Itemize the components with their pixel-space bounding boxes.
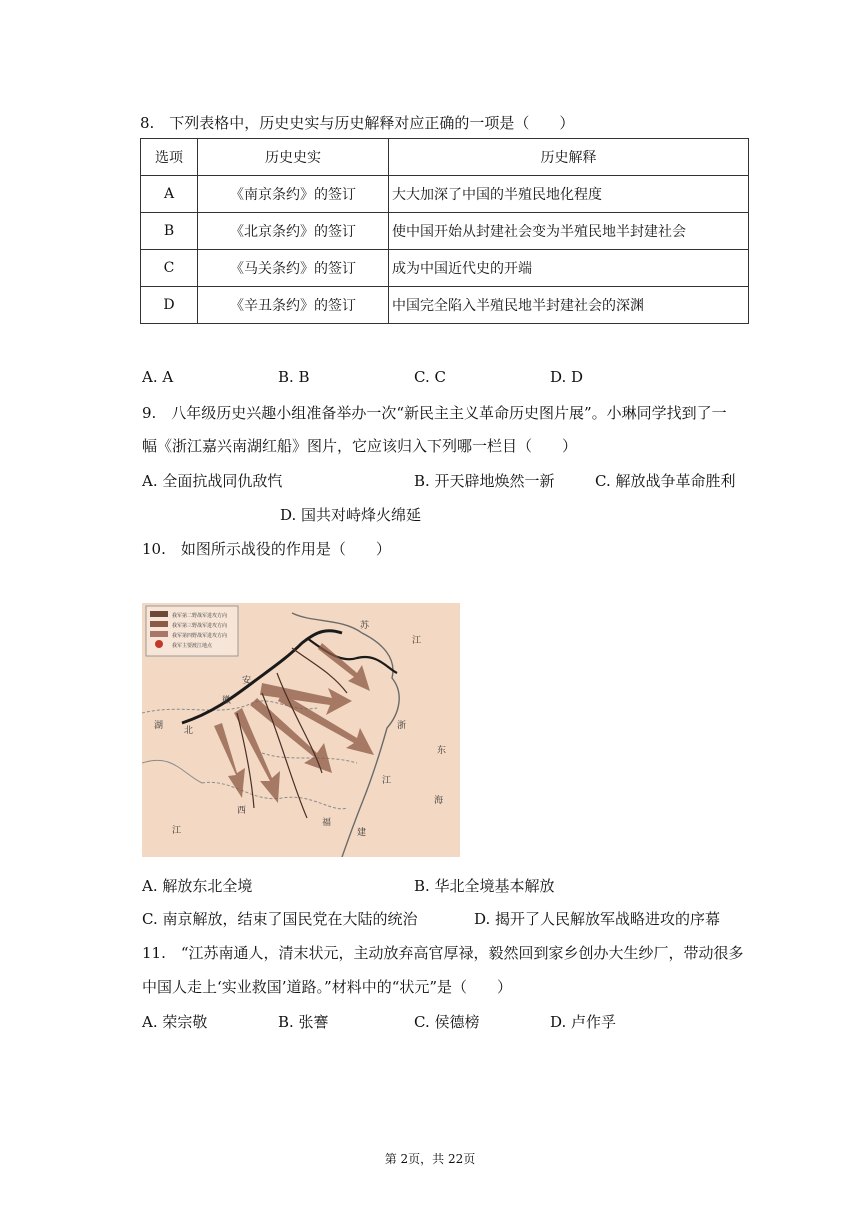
table-cell: D — [141, 287, 198, 324]
q10-option-d[interactable]: D. 揭开了人民解放军战略进攻的序幕 — [474, 910, 721, 928]
map-label: 湖 — [154, 721, 164, 731]
q8-stem: 8. 下列表格中，历史史实与历史解释对应正确的一项是（ ） — [140, 114, 575, 132]
q11-stem-line2: 中国人走上‘实业救国’道路。”材料中的“状元”是（ ） — [142, 978, 513, 996]
map-label: 福 — [322, 818, 332, 828]
legend-label: 我军主要渡江地点 — [172, 643, 213, 649]
table-cell: 《北京条约》的签订 — [198, 213, 389, 250]
map-label: 徽 — [222, 696, 232, 706]
table-cell: A — [141, 176, 198, 213]
map-label: 西 — [237, 806, 247, 816]
q10-stem: 10. 如图所示战役的作用是（ ） — [142, 540, 391, 558]
map-drawing — [142, 603, 460, 857]
legend-label: 我军第二野战军进攻方向 — [172, 613, 228, 619]
map-label: 建 — [357, 828, 367, 838]
legend-label: 我军第三野战军进攻方向 — [172, 623, 228, 629]
map-label: 江 — [172, 826, 182, 836]
table-row — [141, 250, 749, 287]
page-footer: 第 2页，共 22页 — [384, 1152, 476, 1166]
q11-stem-line1: 11. “江苏南通人，清末状元，主动放弃高官厚禄，毅然回到家乡创办大生纱厂，带动很多 — [142, 944, 744, 962]
q9-stem-line1: 9. 八年级历史兴趣小组准备举办一次“新民主主义革命历史图片展”。小琳同学找到了一 — [142, 404, 727, 422]
map-label: 江 — [412, 636, 422, 646]
table-header-cell: 历史史实 — [198, 139, 389, 176]
table-cell: 成为中国近代史的开端 — [389, 250, 749, 287]
map-label: 安 — [242, 676, 252, 686]
table-header-cell: 选项 — [141, 139, 198, 176]
map-label: 北 — [184, 726, 194, 736]
legend-label: 我军第四野战军进攻方向 — [172, 633, 228, 639]
map-label: 江 — [382, 776, 392, 786]
table-row — [141, 176, 749, 213]
table-header-cell: 历史解释 — [389, 139, 749, 176]
table-cell: 使中国开始从封建社会变为半殖民地半封建社会 — [389, 213, 749, 250]
table-cell: 《南京条约》的签订 — [198, 176, 389, 213]
table-cell: 中国完全陷入半殖民地半封建社会的深渊 — [389, 287, 749, 324]
q11-option-d[interactable]: D. 卢作孚 — [550, 1013, 617, 1031]
q8-option-d[interactable]: D. D — [550, 368, 584, 386]
table-cell: B — [141, 213, 198, 250]
map-label: 浙 — [397, 721, 407, 731]
table-row — [141, 213, 749, 250]
attack-arrows — [214, 643, 374, 803]
q9-stem-line2: 幅《浙江嘉兴南湖红船》图片，它应该归入下列哪一栏目（ ） — [142, 437, 578, 455]
table-cell: 大大加深了中国的半殖民地化程度 — [389, 176, 749, 213]
table-cell: 《辛丑条约》的签订 — [198, 287, 389, 324]
table-row — [141, 287, 749, 324]
map-label: 苏 — [360, 621, 370, 631]
q8-table — [140, 138, 749, 324]
river-crossing-campaign-map — [142, 603, 460, 857]
q10-option-c[interactable]: C. 南京解放，结束了国民党在大陆的统治 — [142, 910, 418, 928]
q9-option-c[interactable]: C. 解放战争革命胜利 — [595, 472, 736, 490]
q11-option-b[interactable]: B. 张謇 — [278, 1013, 329, 1031]
table-cell: C — [141, 250, 198, 287]
q11-option-a[interactable]: A. 荣宗敬 — [142, 1013, 208, 1031]
q10-option-b[interactable]: B. 华北全境基本解放 — [414, 877, 555, 895]
q9-option-a[interactable]: A. 全面抗战同仇敌忾 — [142, 472, 283, 490]
province-border — [142, 760, 202, 783]
map-label: 东 — [437, 746, 447, 756]
q8-option-a[interactable]: A. A — [142, 368, 174, 386]
q11-option-c[interactable]: C. 侯德榜 — [414, 1013, 480, 1031]
q8-option-c[interactable]: C. C — [414, 368, 446, 386]
q9-option-b[interactable]: B. 开天辟地焕然一新 — [414, 472, 555, 490]
q9-option-d[interactable]: D. 国共对峙烽火绵延 — [280, 506, 422, 524]
table-cell: 《马关条约》的签订 — [198, 250, 389, 287]
q10-option-a[interactable]: A. 解放东北全境 — [142, 877, 253, 895]
q8-option-b[interactable]: B. B — [278, 368, 310, 386]
table-header-row — [141, 139, 749, 176]
map-label: 海 — [434, 796, 444, 806]
